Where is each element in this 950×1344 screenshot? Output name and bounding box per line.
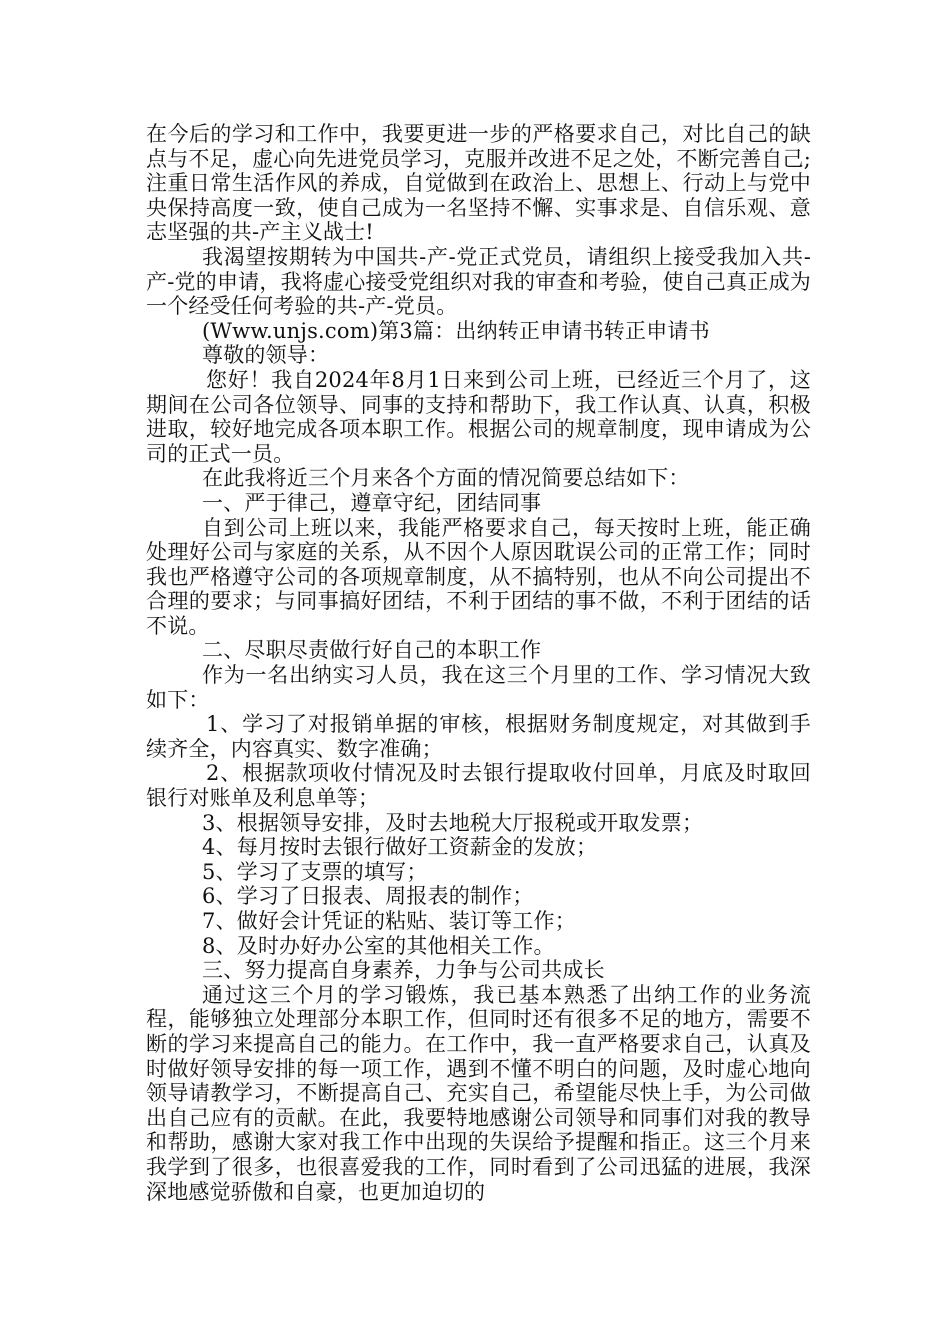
list-item-1: 1、学习了对报销单据的审核，根据财务制度规定，对其做到手续齐全，内容真实、数字准确； [146,712,811,761]
list-item-3: 3、根据领导安排，及时去地税大厅报税或开取发票； [202,810,704,835]
list-item-6: 6、学习了日报表、周报表的制作； [202,884,534,909]
paragraph-duties-intro: 作为一名出纳实习人员，我在这三个月里的工作、学习情况大致如下： [146,663,811,712]
paragraph-greeting: 您好！我自2024年8月1日来到公司上班，已经近三个月了，这期间在公司各位领导、同事的支持和帮助下，我工作认真、认真，积极进取，较好地完成各项本职工作。根据公司的规章制度，现申请成为公司的正式一员。 [146,367,811,466]
paragraph-summary-intro: 在此我将近三个月来各个方面的情况简要总结如下： [202,466,690,491]
list-item-7: 7、做好会计凭证的粘贴、装订等工作； [202,909,576,933]
paragraph-growth: 通过这三个月的学习锻炼，我已基本熟悉了出纳工作的业务流程，能够独立处理部分本职工作，但同时还有很多不足的地方，需要不断的学习来提高自己的能力。在工作中，我一直严格要求自己，认真及时做好领导安排的每一项工作，遇到不懂不明白的问题，及时虚心地向领导请教学习，不断提高自己、充实自己，希望能尽快上手，为公司做出自己应有的贡献。在此，我要特地感谢公司领导和同事们对我的教导和帮助，感谢大家对我工作中出现的失误给予提醒和指正。这三个月来我学到了很多，也很喜爱我的工作，同时看到了公司迅猛的进展，我深深地感觉骄傲和自豪，也更加迫切的 [146,982,811,1204]
list-item-2: 2、根据款项收付情况及时去银行提取收付回单，月底及时取回银行对账单及利息单等； [146,761,811,811]
list-item-4: 4、每月按时去银行做好工资薪金的发放； [202,835,598,860]
heading-discipline: 一、严于律己，遵章守纪，团结同事 [202,490,542,515]
heading-self-improvement: 三、努力提高自身素养，力争与公司共成长 [202,958,605,983]
list-item-5: 5、学习了支票的填写； [202,859,428,884]
section-heading-cashier-application: (Www.unjs.com)第3篇：出纳转正申请书转正申请书 [202,318,710,343]
heading-duties: 二、尽职尽责做行好自己的本职工作 [202,638,542,663]
paragraph-self-improvement: 在今后的学习和工作中，我要更进一步的严格要求自己，对比自己的缺点与不足，虚心向先进党员学习，克服并改进不足之处，不断完善自己;注重日常生活作风的养成，自觉做到在政治上、思想上、行动上与党中央保持高度一致，使自己成为一名坚持不懈、实事求是、自信乐观、意志坚强的共-产主义战士! [146,122,811,245]
salutation: 尊敬的领导： [202,343,330,368]
paragraph-discipline: 自到公司上班以来，我能严格要求自己，每天按时上班，能正确处理好公司与家庭的关系，从不因个人原因耽误公司的正常工作；同时我也严格遵守公司的各项规章制度，从不搞特别，也从不向公司提出不合理的要求；与同事搞好团结，不利于团结的事不做，不利于团结的话不说。 [146,515,811,638]
paragraph-party-membership-request: 我渴望按期转为中国共-产-党正式党员，请组织上接受我加入共-产-党的申请，我将虚心接受党组织对我的审查和考验，使自己真正成为一个经受任何考验的共-产-党员。 [146,244,811,319]
document-page [146,122,811,1204]
list-item-8: 8、及时办好办公室的其他相关工作。 [202,933,555,958]
